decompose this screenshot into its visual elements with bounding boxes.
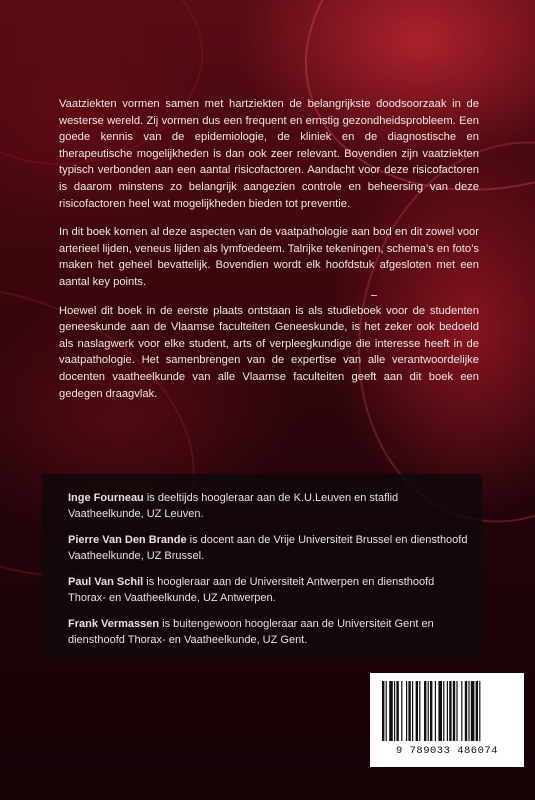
blurb-paragraph: Hoewel dit boek in de eerste plaats ontstaan is als studieboek voor de studenten geneeskunde aan de Vlaamse faculteiten Geneeskunde, is het zeker ook bedoeld als naslagwerk voor elke student, arts of verpleegkundige die interesse heeft in de vaatpathologie. Het samenbrengen van de expertise van alle verantwoordelijke docenten vaatheelkunde van alle Vlaamse faculteiten geeft aan dit boek een gedegen draagvlak. (59, 304, 479, 400)
blurb-text (59, 96, 479, 414)
barcode-bar (476, 681, 478, 741)
author-name: Paul Van Schil (68, 576, 144, 588)
author-name: Frank Vermassen (68, 618, 160, 630)
barcode-bar (438, 681, 442, 741)
barcode-bar (461, 681, 462, 741)
barcode-bar (412, 681, 413, 741)
author-description: is docent aan de Vrije Universiteit Brussel en diensthoofd Vaatheelkunde, UZ Brussel. (68, 534, 468, 563)
barcode-bar (408, 681, 410, 741)
barcode-bar (386, 681, 387, 741)
barcode-icon (380, 681, 514, 743)
blurb-paragraph: In dit boek komen al deze aspecten van de vaatpathologie aan bod en dit zowel voor arterieel lijden, veneus lijden als lymfoedeem. Talrijke tekeningen, schema’s en foto’s maken het geheel bevattelijk. Bovendien wordt elk hoofdstuk afgesloten met een aantal key points. (59, 226, 479, 288)
barcode-bar (449, 681, 451, 741)
barcode-bar (401, 681, 402, 741)
author-description: is buitengewoon hoogleraar aan de Universiteit Gent en diensthoofd Thorax- en Vaatheelkunde, UZ Gent. (68, 618, 434, 647)
isbn-number: 9 789033 486074 (395, 745, 498, 757)
barcode-bar (435, 681, 436, 741)
author-bio (68, 616, 470, 649)
barcode-bar (447, 681, 448, 741)
barcode-bar (468, 681, 469, 741)
author-description: is deeltijds hoogleraar aan de K.U.Leuven en staflid Vaatheelkunde, UZ Leuven. (68, 492, 399, 521)
author-name: Pierre Van Den Brande (68, 534, 187, 546)
barcode-bar (389, 681, 393, 741)
divider (371, 295, 377, 296)
barcode-bar (419, 681, 420, 741)
isbn-barcode (370, 673, 524, 767)
barcode-bar (479, 681, 480, 741)
barcode-bar (406, 681, 407, 741)
barcode-bar (394, 681, 395, 741)
barcode-bar (443, 681, 444, 741)
blurb-paragraph: Vaatziekten vormen samen met hartziekten de belangrijkste doodsoorzaak in de westerse wereld. Zij vormen dus een frequent en ernstig gezondheidsprobleem. Een goede kennis van de epidemiologie, de kliniek en de diagnostische en therapeutische mogelijkheden is dan ook zeer relevant. Bovendien zijn vaatziekten typisch verbonden aan een aantal risicofactoren. Aandacht voor deze risicofactoren is daarom minstens zo belangrijk aangezien controle en beheersing van deze risicofactoren heel wat mogelijkheden bieden tot preventie. (59, 98, 479, 210)
barcode-bar (456, 681, 457, 741)
barcode-bar (465, 681, 467, 741)
barcode-bar (453, 681, 455, 741)
author-bio (68, 574, 470, 607)
barcode-bar (424, 681, 426, 741)
barcode-bar (428, 681, 429, 741)
barcode-bar (430, 681, 432, 741)
author-description: is hoogleraar aan de Universiteit Antwerpen en diensthoofd Thorax- en Vaatheelkunde, UZ Antwerpen. (68, 576, 435, 605)
barcode-bar (396, 681, 398, 741)
barcode-bar (471, 681, 475, 741)
authors-panel (42, 474, 482, 660)
barcode-bar (382, 681, 384, 741)
author-name: Inge Fourneau (68, 492, 144, 504)
author-bio (68, 490, 470, 523)
barcode-bar (416, 681, 418, 741)
author-bio (68, 532, 470, 565)
